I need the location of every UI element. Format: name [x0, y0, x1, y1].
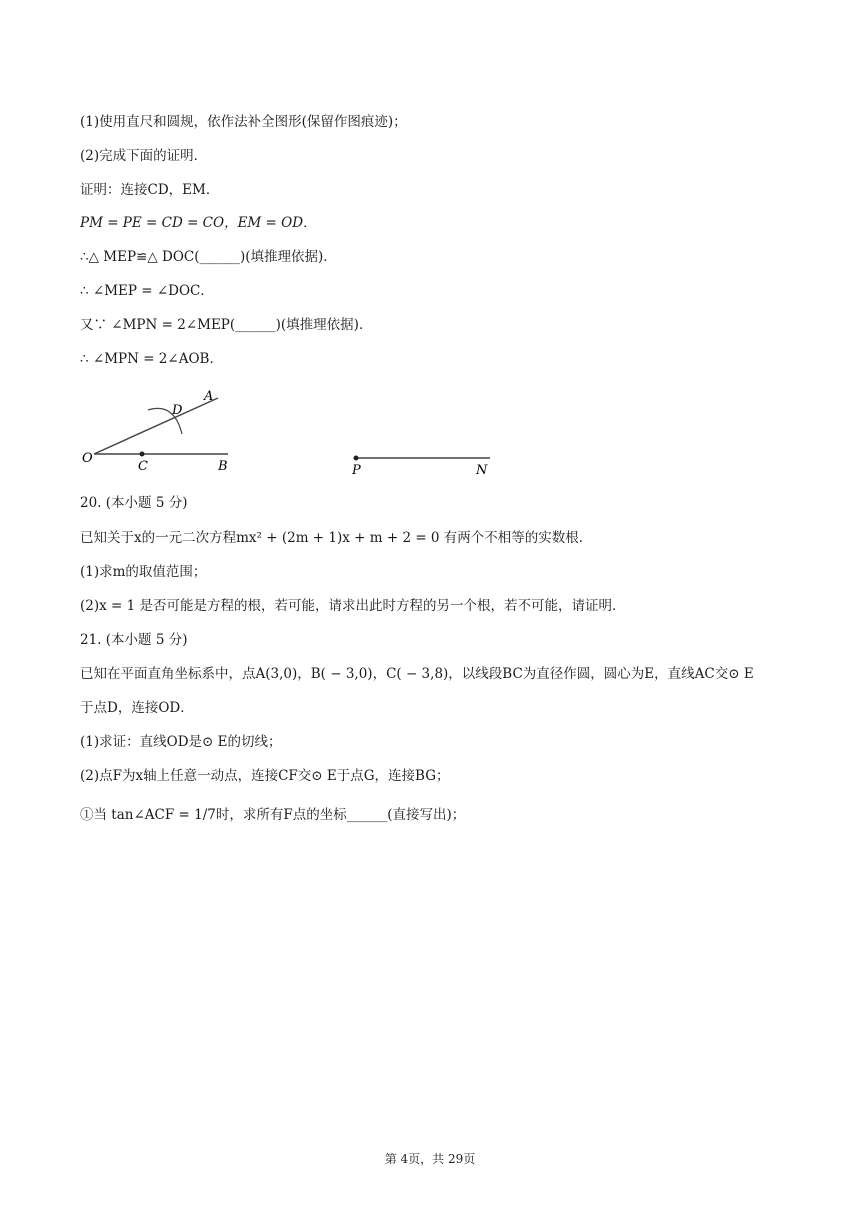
- question-21-heading: 21. (本小题 5 分): [80, 632, 188, 648]
- label-O: O: [82, 451, 93, 466]
- text-line: (2)x = 1 是否可能是方程的根，若可能，请求出此时方程的另一个根，若不可能，请证明．: [80, 598, 626, 614]
- text-line: (2)完成下面的证明．: [80, 148, 208, 164]
- label-P: P: [352, 463, 361, 478]
- text-line: ①当 tan∠ACF = 1/7时，求所有F点的坐标______(直接写出)；: [80, 807, 466, 823]
- label-B: B: [218, 459, 228, 474]
- text-line: (1)求m的取值范围；: [80, 564, 207, 580]
- page-footer: 第 4页，共 29页: [384, 1152, 476, 1166]
- ray-OA: [94, 398, 218, 454]
- text-line: (1)求证：直线OD是⊙ E的切线；: [80, 734, 282, 750]
- text-line: 于点D，连接OD．: [80, 700, 194, 716]
- question-20-heading: 20. (本小题 5 分): [80, 495, 188, 511]
- text-line: 证明：连接CD，EM．: [80, 182, 220, 198]
- text-line: 又∵ ∠MPN = 2∠MEP(______)(填推理依据)．: [80, 317, 373, 333]
- text-line: ∴ ∠MEP = ∠DOC．: [80, 283, 214, 299]
- text-line: ∴△ MEP≌△ DOC(______)(填推理依据)．: [80, 249, 337, 265]
- point-P: [354, 456, 359, 461]
- text-line: 已知关于x的一元二次方程mx² + (2m + 1)x + m + 2 = 0 有两个不相等的实数根．: [80, 530, 593, 546]
- text-line: (1)使用直尺和圆规，依作法补全图形(保留作图痕迹)；: [80, 114, 407, 130]
- text-line: ∴ ∠MPN = 2∠AOB．: [80, 351, 223, 367]
- label-D: D: [172, 403, 183, 418]
- label-A: A: [204, 389, 214, 404]
- point-C: [140, 452, 145, 457]
- text-line: (2)点F为x轴上任意一动点，连接CF交⊙ E于点G，连接BG；: [80, 768, 450, 784]
- label-N: N: [476, 463, 488, 478]
- text-line: 已知在平面直角坐标系中，点A(3,0)，B( − 3,0)，C( − 3,8)，以线段BC为直径作圆，圆心为E，直线AC交⊙ E: [80, 666, 754, 682]
- label-C: C: [138, 459, 148, 474]
- geometry-figure: [78, 382, 518, 482]
- text-line: PM = PE = CD = CO，EM = OD．: [80, 215, 317, 231]
